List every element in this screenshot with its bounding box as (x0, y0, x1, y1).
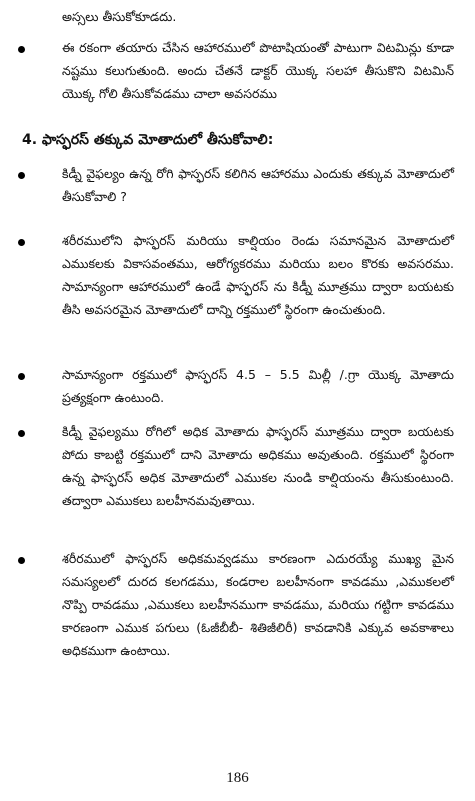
list-item-text: కిడ్నీ వైఫల్యం ఉన్న రోగి ఫాస్ఫరస్ కలిగిన ఆహారము ఎందుకు తక్కువ మోతాదులో తీసుకోవాలి ? (62, 166, 454, 204)
bullet-dot-icon (18, 430, 25, 437)
bullet-dot-icon (18, 373, 25, 380)
list-item-text: సామాన్యంగా రక్తములో ఫాస్ఫరస్ 4.5 – 5.5 మిల్లీ /.గ్రా యొక్క మోతాదు ప్రత్యక్షంగా ఉంటుంది. (62, 367, 454, 405)
section-heading: 4. ఫాస్ఫరస్ తక్కువ మోతాదులో తీసుకోవాలి: (22, 132, 274, 148)
continued-text-line: అస్సలు తీసుకోకూడదు. (62, 9, 177, 24)
bullet-dot-icon (18, 557, 25, 564)
bullet-dot-icon (18, 46, 25, 53)
bullet-dot-icon (18, 239, 25, 246)
list-item-text: ఈ రకంగా తయారు చేసిన ఆహారములో పొటాషియంతో పాటుగా విటమిన్లు కూడా నష్టము కలుగుతుంది. అందు చేతనే డాక్టర్ యొక్క సలహా తీసుకొని విటమిన్ యొక్క గోలి తీసుకోవడము చాలా అవసరము (62, 40, 454, 101)
list-item-text: శరీరములో ఫాస్ఫరస్ అధికమవ్వడము కారణంగా ఎదురయ్యే ముఖ్య మైన సమస్యలలో దురద కలగడము, కండరాల బలహీనంగా కావడము ,ఎముకలలో నొప్పి రావడము ,ఎముకలు బలహీనముగా కావడము, మరియు గట్టిగా కావడము కారణంగా ఎముక పగులు (ఓజీబీబీ- శితిజీలిరీ) కావడానికి ఎక్కువ అవకాశాలు అధికముగా ఉంటాయి. (62, 551, 454, 658)
bullet-dot-icon (18, 172, 25, 179)
list-item-text: శరీరములోని ఫాస్ఫరస్ మరియు కాల్షియం రెండు సమానమైన మోతాదులో ఎముకలకు వికాసవంతము, ఆరోగ్యకరము మరియు బలం కొరకు అవసరము. సామాన్యంగా ఆహారములో ఉండే ఫాస్ఫరస్ ను కిడ్నీ మూత్రము ద్వారా బయటకు తీసి అవసరమైన మోతాదులో దాన్ని రక్తములో స్థిరంగా ఉంచుతుంది. (62, 233, 454, 317)
list-item-text: కిడ్నీ వైఫల్యము రోగిలో అధిక మోతాదు ఫాస్ఫరస్ మూత్రము ద్వారా బయటకు పోదు కాబట్టి రక్తములో దాని మోతాదు అధికము అవుతుంది. రక్తములో స్థిరంగా ఉన్న ఫాస్ఫరస్ అధిక మోతాదులో ఎముకల నుండి కాల్షియంను తీసుకుంటుంది. తద్వారా ఎముకలు బలహీనమవుతాయి. (62, 424, 454, 508)
page-number: 186 (226, 770, 249, 786)
